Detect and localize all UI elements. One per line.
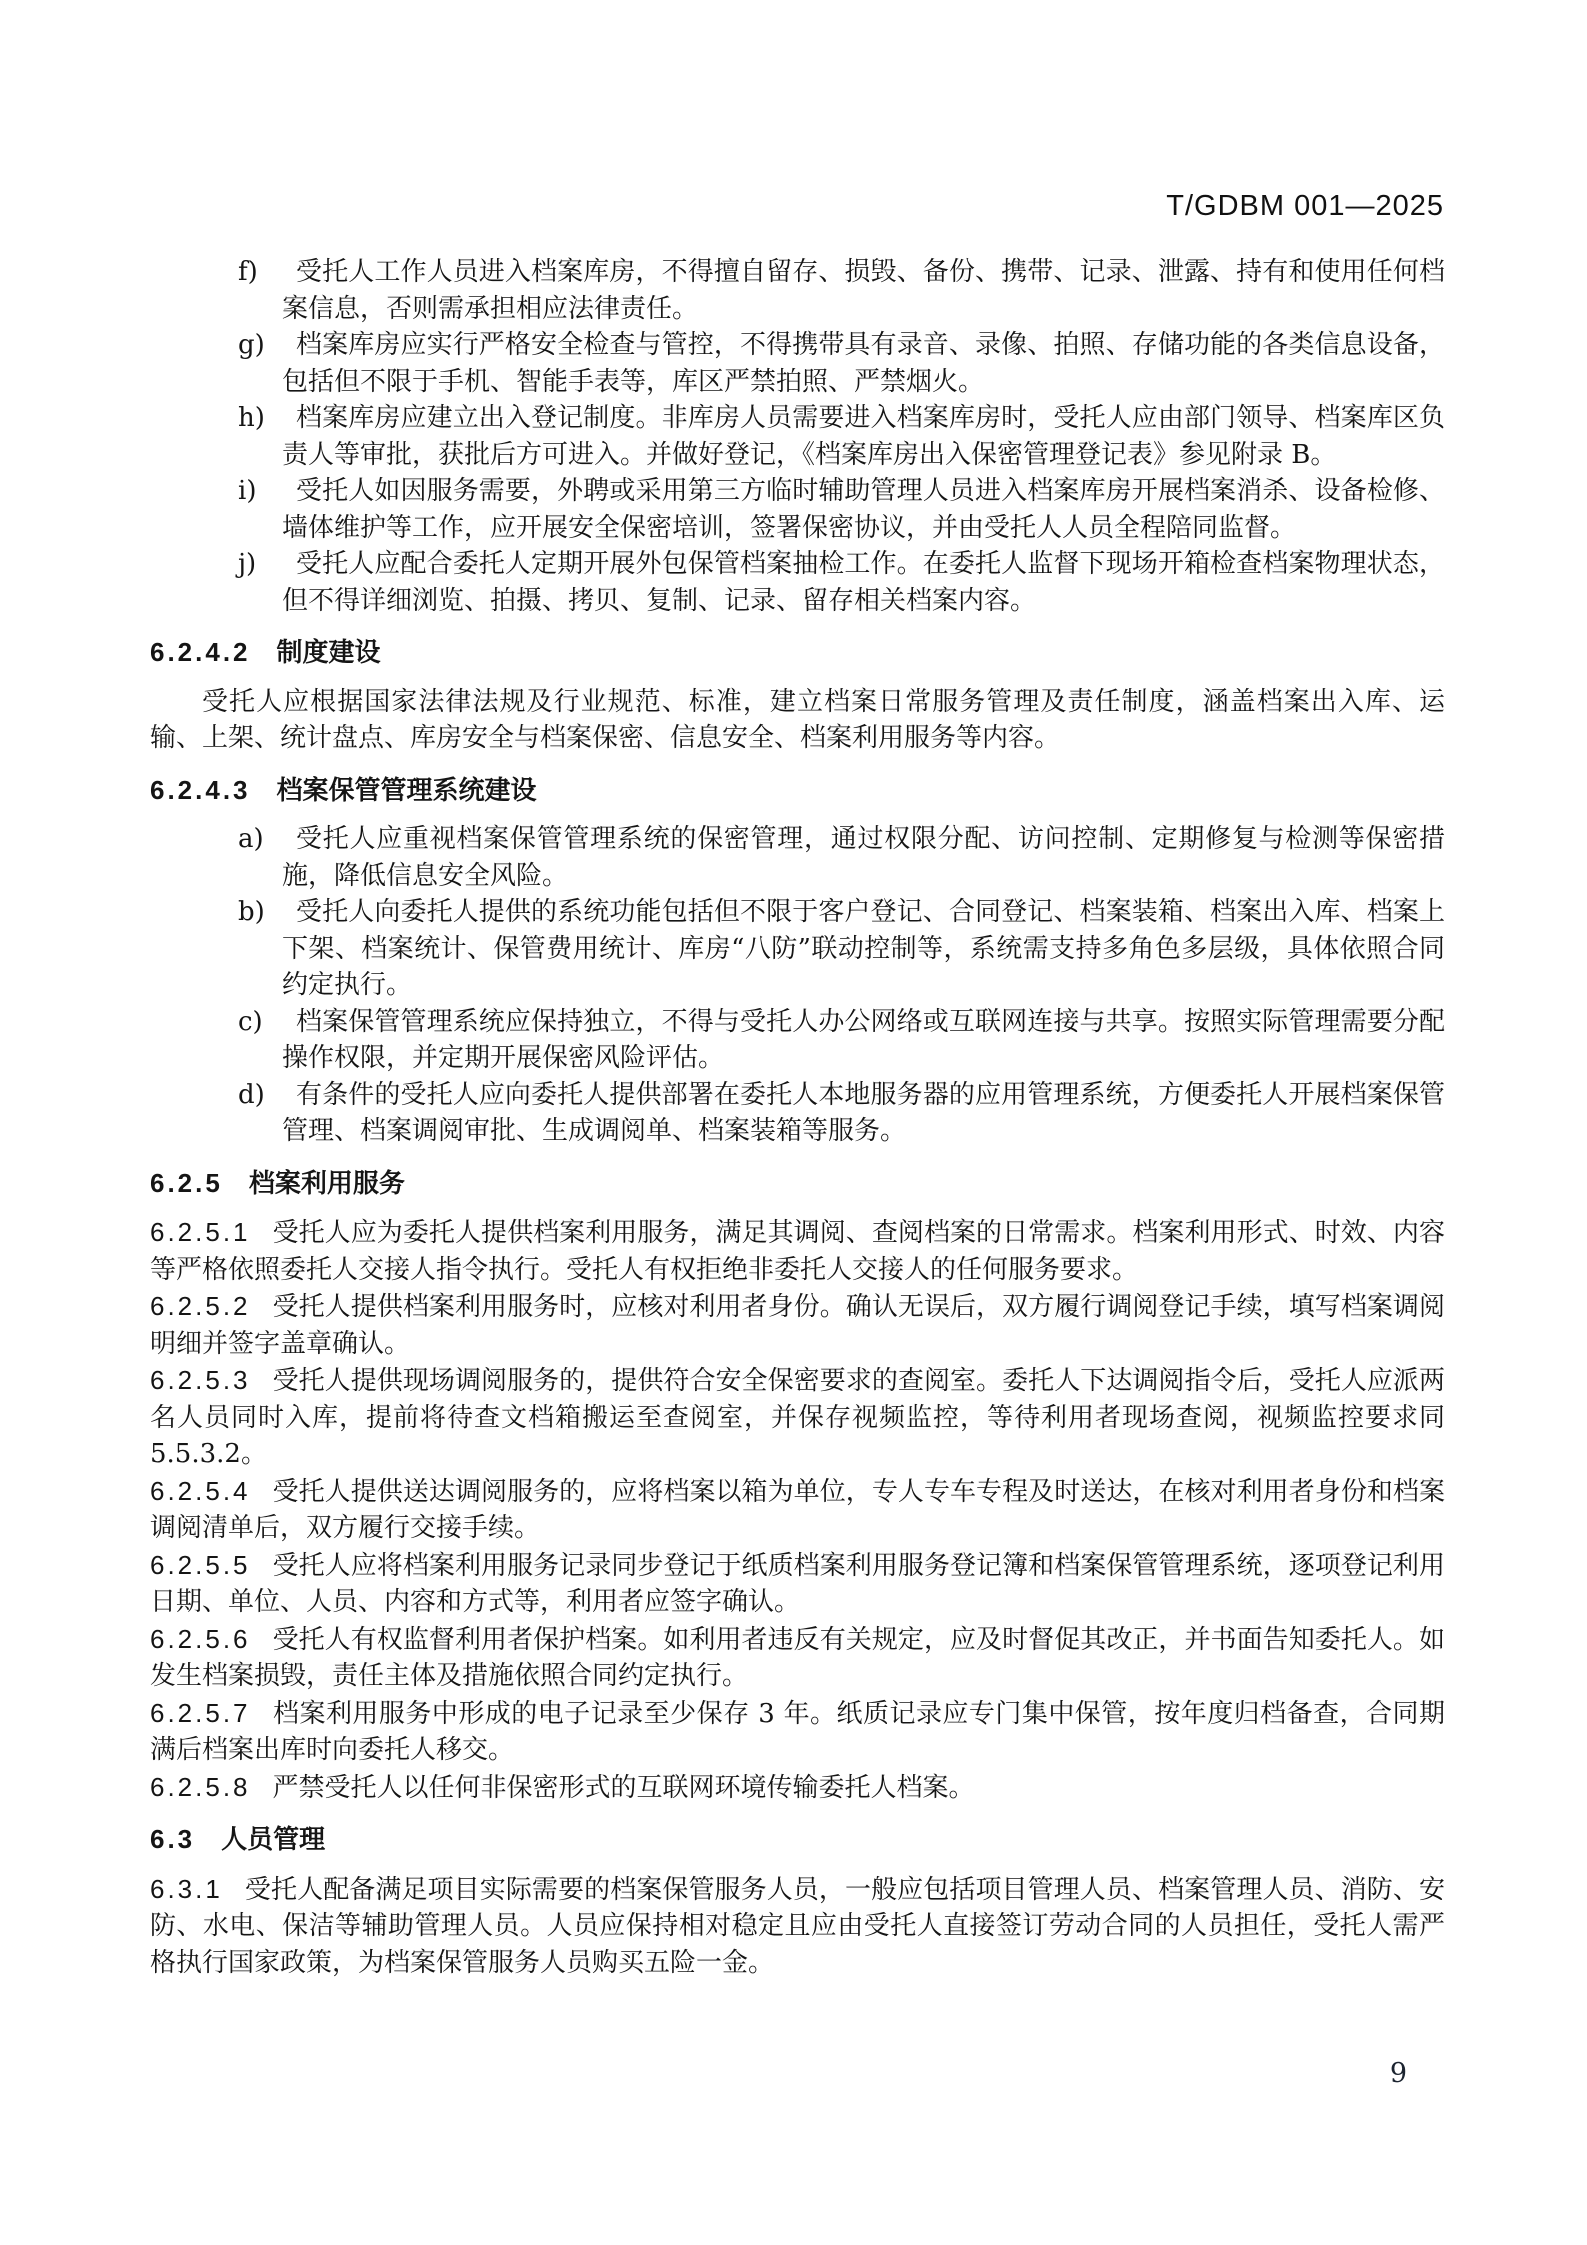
list-item-marker: h) — [238, 403, 265, 433]
clause-text: 受托人有权监督利用者保护档案。如利用者违反有关规定，应及时督促其改正，并书面告知委托人。如发生档案损毁，责任主体及措施依照合同约定执行。 — [150, 1624, 1445, 1691]
section-heading-title: 制度建设 — [276, 637, 381, 667]
list-item — [150, 821, 1445, 894]
clause-text: 受托人应将档案利用服务记录同步登记于纸质档案利用服务登记簿和档案保管管理系统，逐项登记利用日期、单位、人员、内容和方式等，利用者应签字确认。 — [150, 1550, 1445, 1617]
clause-number: 6.2.5.4 — [150, 1475, 251, 1506]
list-item — [150, 1077, 1445, 1150]
clause-number: 6.2.5.3 — [150, 1365, 251, 1395]
section-heading — [150, 1165, 1445, 1202]
list-item-marker: c) — [238, 1006, 263, 1037]
list-item-text: 受托人应重视档案保管管理系统的保密管理，通过权限分配、访问控制、定期修复与检测等保密措施，降低信息安全风险。 — [282, 824, 1445, 891]
section-heading-number: 6.2.4.3 — [150, 774, 251, 805]
clause-number: 6.2.5.7 — [150, 1697, 251, 1728]
clause-paragraph — [150, 1769, 1445, 1807]
list-item-marker: f) — [238, 257, 258, 287]
list-item-marker: d) — [238, 1079, 265, 1110]
list-item-marker: b) — [238, 897, 265, 927]
list-item-text: 受托人工作人员进入档案库房，不得擅自留存、损毁、备份、携带、记录、泄露、持有和使用任何档案信息，否则需承担相应法律责任。 — [282, 257, 1445, 324]
clause-text: 受托人应为委托人提供档案利用服务，满足其调阅、查阅档案的日常需求。档案利用形式、时效、内容等严格依照委托人交接人指令执行。受托人有权拒绝非委托人交接人的任何服务要求。 — [150, 1218, 1445, 1285]
clause-number: 6.2.5.2 — [150, 1291, 251, 1321]
body-paragraph — [150, 684, 1445, 757]
section-heading-title: 人员管理 — [221, 1824, 326, 1854]
clause-text: 档案利用服务中形成的电子记录至少保存 3 年。纸质记录应专门集中保管，按年度归档备查，合同期满后档案出库时向委托人移交。 — [150, 1698, 1445, 1765]
list-item-marker: g) — [238, 330, 265, 360]
clause-number: 6.2.5.8 — [150, 1771, 251, 1802]
clause-number: 6.2.5.6 — [150, 1623, 251, 1654]
section-heading-number: 6.2.5 — [150, 1167, 223, 1198]
clause-paragraph — [150, 1288, 1445, 1362]
clause-paragraph — [150, 1871, 1445, 1982]
clause-text: 受托人提供档案利用服务时，应核对利用者身份。确认无误后，双方履行调阅登记手续，填写档案调阅明细并签字盖章确认。 — [150, 1292, 1445, 1359]
clause-paragraph — [150, 1362, 1445, 1473]
list-item-marker: i) — [238, 476, 257, 506]
paragraph-text: 受托人应根据国家法律法规及行业规范、标准，建立档案日常服务管理及责任制度，涵盖档案出入库、运输、上架、统计盘点、库房安全与档案保密、信息安全、档案利用服务等内容。 — [150, 686, 1445, 753]
list-item — [150, 254, 1445, 327]
list-item — [150, 327, 1445, 400]
clause-text: 受托人提供现场调阅服务的，提供符合安全保密要求的查阅室。委托人下达调阅指令后，受托人应派两名人员同时入库，提前将待查文档箱搬运至查阅室，并保存视频监控，等待利用者现场查阅，视频监控要求同 5.5.3.2。 — [150, 1366, 1445, 1469]
clause-paragraph — [150, 1621, 1445, 1695]
clause-paragraph — [150, 1695, 1445, 1769]
clause-paragraph — [150, 1214, 1445, 1288]
document-content — [150, 254, 1445, 1981]
section-heading-number: 6.2.4.2 — [150, 637, 251, 667]
list-item-text: 有条件的受托人应向委托人提供部署在委托人本地服务器的应用管理系统，方便委托人开展档案保管管理、档案调阅审批、生成调阅单、档案装箱等服务。 — [282, 1079, 1445, 1146]
section-heading-title: 档案利用服务 — [248, 1167, 405, 1198]
clause-number: 6.2.5.5 — [150, 1549, 251, 1580]
clause-paragraph — [150, 1473, 1445, 1547]
list-item-marker: a) — [238, 824, 264, 854]
page-number: 9 — [1389, 2058, 1407, 2089]
section-heading — [150, 634, 1445, 671]
list-item — [150, 546, 1445, 619]
list-item — [150, 894, 1445, 1004]
clause-text: 受托人提供送达调阅服务的，应将档案以箱为单位，专人专车专程及时送达，在核对利用者身份和档案调阅清单后，双方履行交接手续。 — [150, 1476, 1445, 1543]
section-heading-number: 6.3 — [150, 1824, 196, 1854]
document-code-header: T/GDBM 001—2025 — [1166, 190, 1444, 222]
clause-paragraph — [150, 1547, 1445, 1621]
list-item — [150, 400, 1445, 473]
clause-text: 受托人配备满足项目实际需要的档案保管服务人员，一般应包括项目管理人员、档案管理人员、消防、安防、水电、保洁等辅助管理人员。人员应保持相对稳定且应由受托人直接签订劳动合同的人员担任，受托人需严格执行国家政策，为档案保管服务人员购买五险一金。 — [150, 1874, 1445, 1978]
list-item — [150, 1004, 1445, 1077]
clause-number: 6.3.1 — [150, 1873, 223, 1904]
section-heading — [150, 1821, 1445, 1858]
section-heading — [150, 772, 1445, 809]
list-item-text: 受托人如因服务需要，外聘或采用第三方临时辅助管理人员进入档案库房开展档案消杀、设备检修、墙体维护等工作，应开展安全保密培训，签署保密协议，并由受托人人员全程陪同监督。 — [282, 476, 1445, 543]
list-item-text: 受托人向委托人提供的系统功能包括但不限于客户登记、合同登记、档案装箱、档案出入库、档案上下架、档案统计、保管费用统计、库房“八防”联动控制等，系统需支持多角色多层级，具体依照合同约定执行。 — [282, 897, 1445, 1000]
list-item-text: 档案库房应建立出入登记制度。非库房人员需要进入档案库房时，受托人应由部门领导、档案库区负责人等审批，获批后方可进入。并做好登记，《档案库房出入保密管理登记表》参见附录 B。 — [282, 403, 1445, 470]
list-item — [150, 473, 1445, 546]
section-heading-title: 档案保管管理系统建设 — [276, 774, 537, 805]
list-item-marker: j) — [238, 549, 257, 579]
list-item-text: 受托人应配合委托人定期开展外包保管档案抽检工作。在委托人监督下现场开箱检查档案物理状态，但不得详细浏览、拍摄、拷贝、复制、记录、留存相关档案内容。 — [282, 549, 1445, 616]
list-item-text: 档案保管管理系统应保持独立，不得与受托人办公网络或互联网连接与共享。按照实际管理需要分配操作权限，并定期开展保密风险评估。 — [282, 1006, 1445, 1073]
list-item-text: 档案库房应实行严格安全检查与管控，不得携带具有录音、录像、拍照、存储功能的各类信息设备，包括但不限于手机、智能手表等，库区严禁拍照、严禁烟火。 — [282, 330, 1445, 397]
clause-number: 6.2.5.1 — [150, 1217, 251, 1247]
clause-text: 严禁受托人以任何非保密形式的互联网环境传输委托人档案。 — [272, 1772, 975, 1803]
